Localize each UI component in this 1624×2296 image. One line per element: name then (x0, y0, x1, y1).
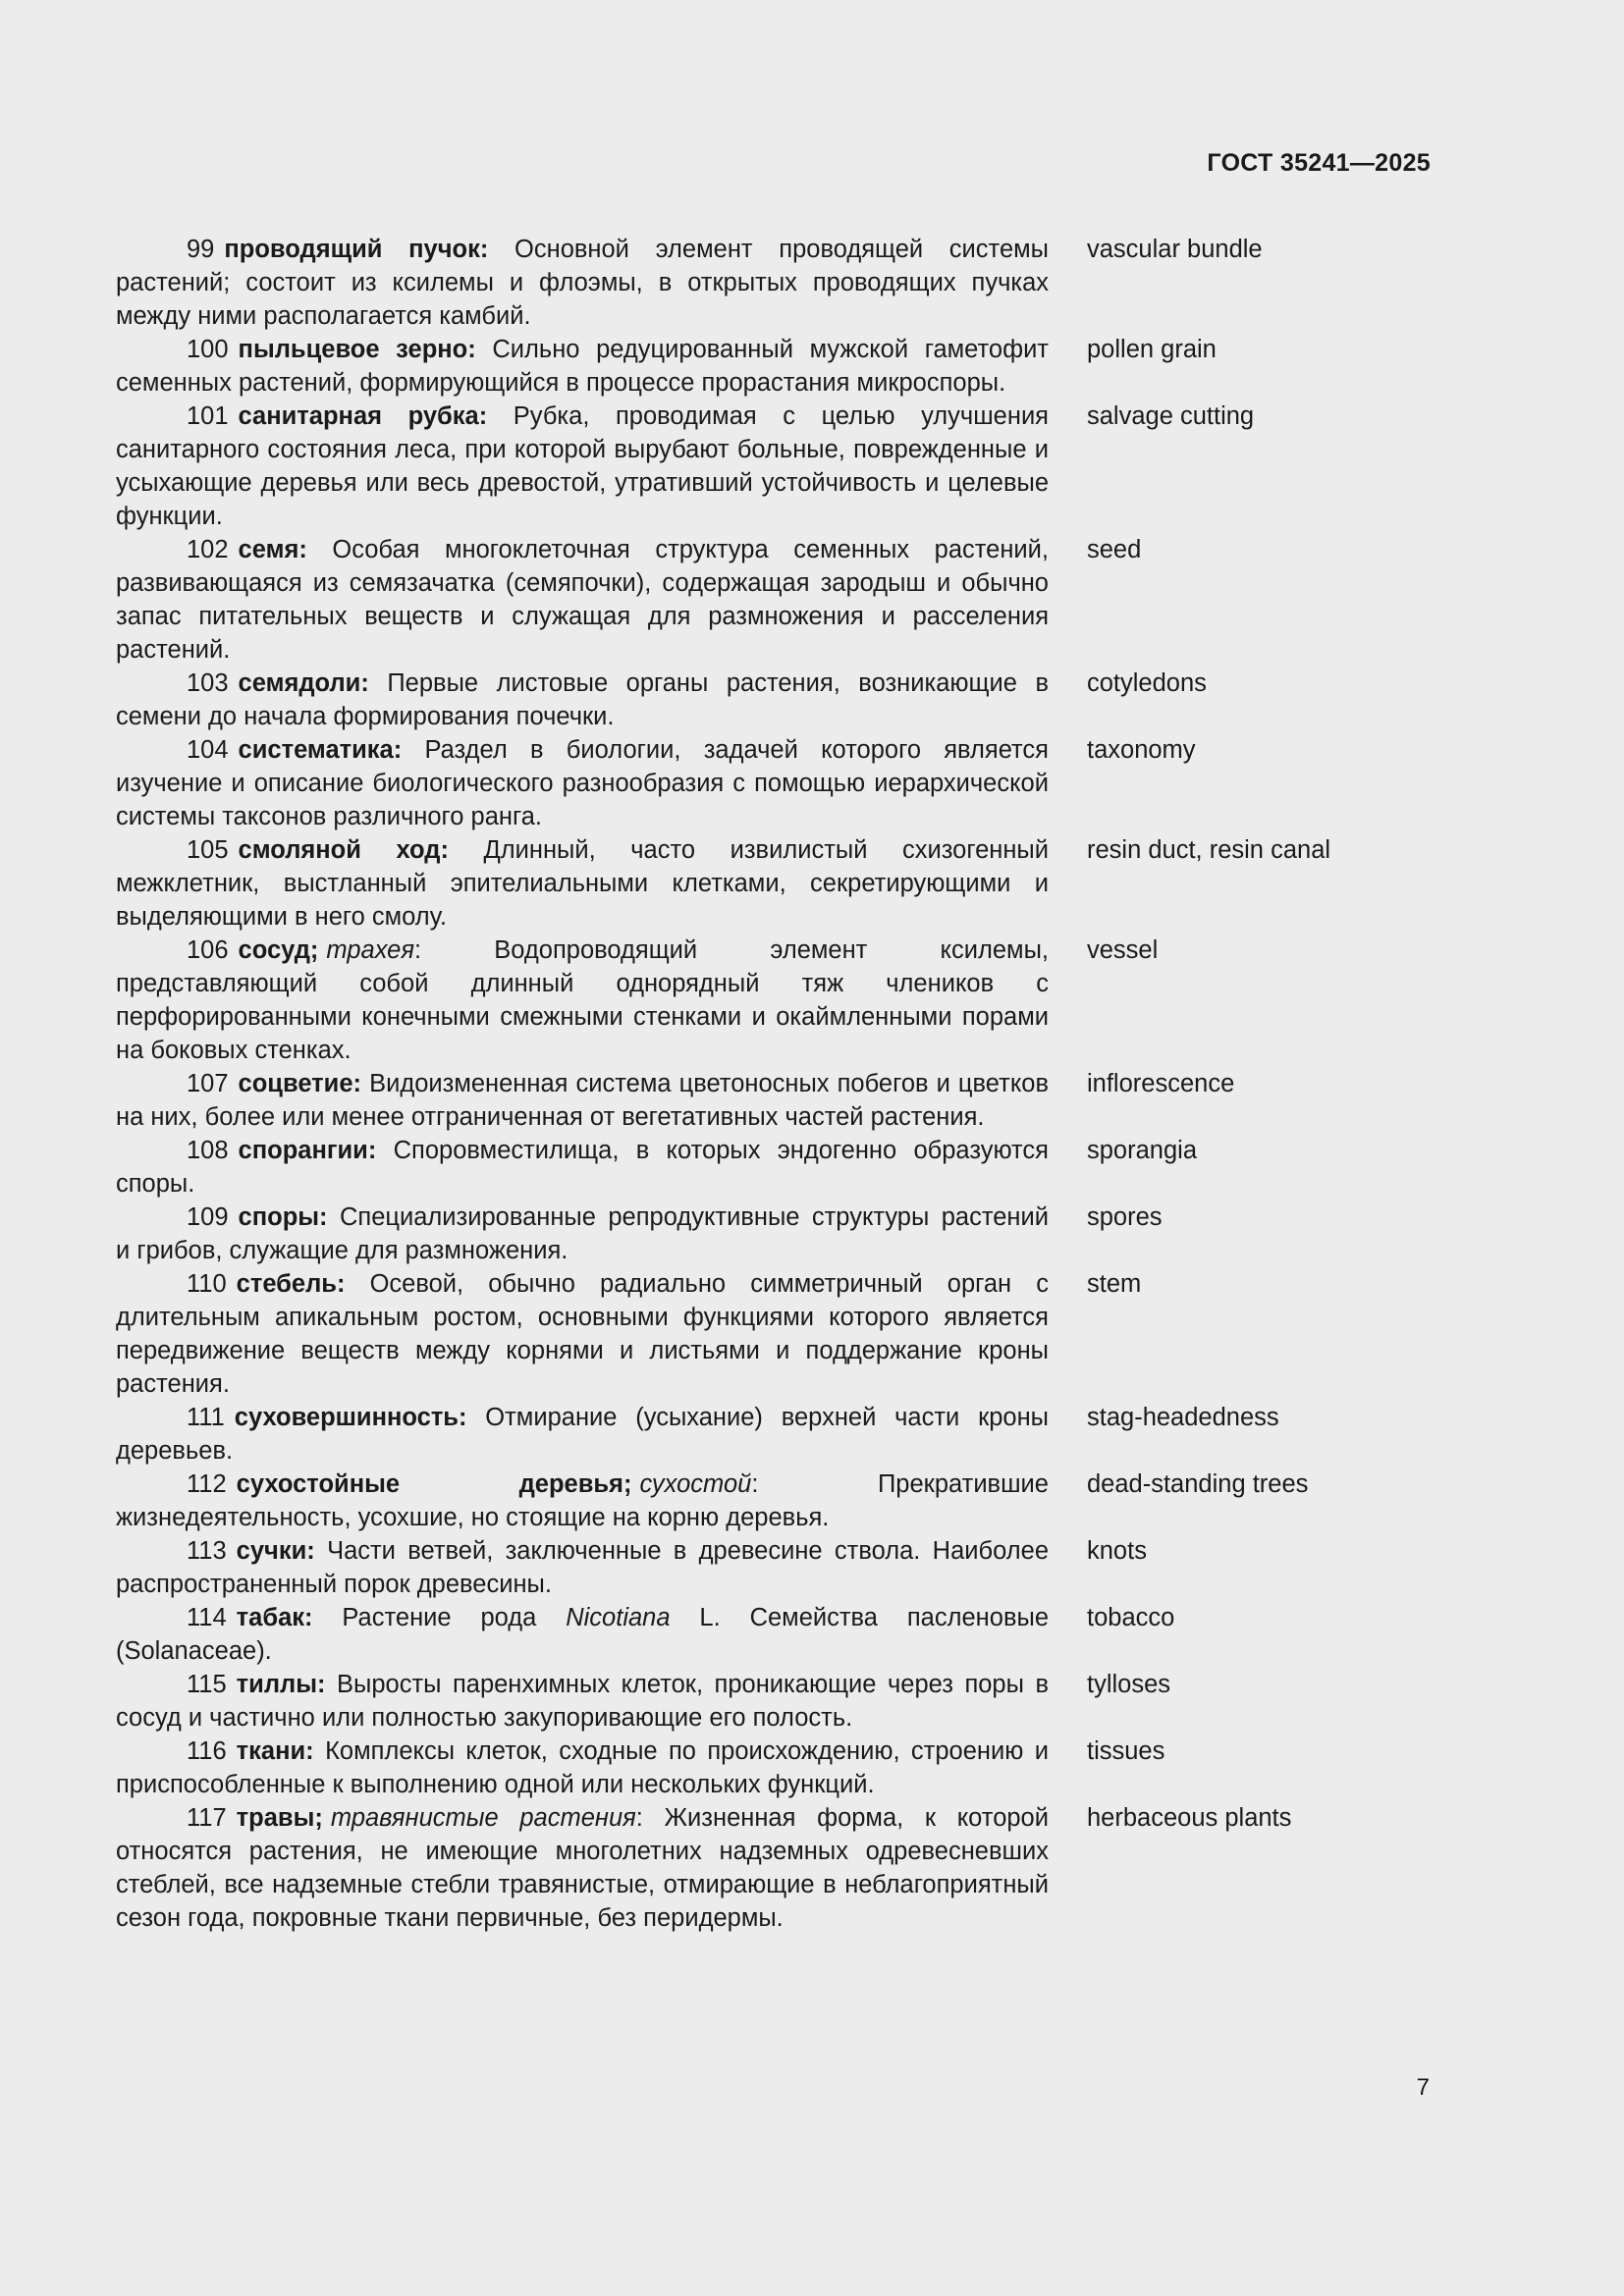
entry-number: 107 (187, 1070, 229, 1097)
glossary-entry (116, 833, 1392, 934)
entry-term: споры: (238, 1203, 328, 1231)
glossary-entry (116, 1401, 1392, 1468)
entry-definition: Части ветвей, заключенные в древесине ствола. Наиболее распространенный порок древесины. (116, 1537, 1049, 1598)
entry-en-term: seed (1087, 536, 1142, 563)
entry-term: пыльцевое зерно: (238, 336, 476, 363)
latin-genus-name: Nicotiana (566, 1604, 671, 1631)
entry-alt-term: сухостой (639, 1470, 752, 1498)
glossary-entry (116, 1735, 1392, 1801)
entry-en-term: inflorescence (1087, 1070, 1235, 1097)
entry-number: 115 (187, 1671, 227, 1698)
entry-term: смоляной ход: (238, 836, 449, 864)
entry-ru-text (116, 1801, 1049, 1935)
entry-number: 105 (187, 836, 229, 864)
entry-en-term: herbaceous plants (1087, 1804, 1292, 1832)
entry-en-term: resin duct, resin canal (1087, 836, 1331, 864)
entry-number: 102 (187, 536, 229, 563)
entry-en-term: vessel (1087, 936, 1159, 964)
entry-number: 116 (187, 1737, 227, 1765)
glossary-entry (116, 1534, 1392, 1601)
entry-en-term: knots (1087, 1537, 1147, 1565)
glossary-entry (116, 1134, 1392, 1201)
entry-number: 114 (187, 1604, 227, 1631)
entry-en-term: salvage cutting (1087, 402, 1255, 430)
entry-definition: Рубка, проводимая с целью улучшения санитарного состояния леса, при которой вырубают больные, поврежденные и усыхающие деревья или весь древостой, утративший устойчивость и целевые функции. (116, 402, 1049, 530)
entry-number: 109 (187, 1203, 229, 1231)
entry-definition: Специализированные репродуктивные структуры растений и грибов, служащие для размножения. (116, 1203, 1049, 1264)
entry-definition: Комплексы клеток, сходные по происхождению, строению и приспособленные к выполнению одной или нескольких функций. (116, 1737, 1049, 1798)
entry-en-term: spores (1087, 1203, 1163, 1231)
entry-separator: : (413, 936, 422, 964)
entry-ru-text (116, 1401, 1049, 1468)
entry-number: 101 (187, 402, 229, 430)
entry-ru-text (116, 733, 1049, 833)
entry-ru-text (116, 1201, 1049, 1267)
entry-definition: Первые листовые органы растения, возникающие в семени до начала формирования почечки. (116, 669, 1049, 730)
entry-en-term: sporangia (1087, 1137, 1197, 1164)
entry-ru-text (116, 533, 1049, 667)
entry-term: тиллы: (236, 1671, 326, 1698)
entry-number: 99 (187, 236, 215, 263)
entry-definition: Споровместилища, в которых эндогенно образуются споры. (116, 1137, 1049, 1198)
entry-ru-text (116, 1067, 1049, 1134)
entry-definition: Выросты паренхимных клеток, проникающие через поры в сосуд и частично или полностью закупоривающие его полость. (116, 1671, 1049, 1732)
entry-ru-text (116, 400, 1049, 533)
entry-number: 103 (187, 669, 229, 697)
glossary-entry (116, 667, 1392, 733)
glossary-entry (116, 1267, 1392, 1401)
entry-en-term: tylloses (1087, 1671, 1171, 1698)
glossary-entry (116, 533, 1392, 667)
entry-term: санитарная рубка: (238, 402, 488, 430)
entry-number: 117 (187, 1804, 227, 1832)
entry-number: 108 (187, 1137, 229, 1164)
entry-term: суховершинность: (234, 1404, 467, 1431)
glossary-entry (116, 934, 1392, 1067)
entry-term: травы; (236, 1804, 323, 1832)
entry-ru-text (116, 1735, 1049, 1801)
entry-alt-term: трахея (326, 936, 414, 964)
glossary-entry (116, 333, 1392, 400)
glossary-entry (116, 1468, 1392, 1534)
entry-term: стебель: (236, 1270, 346, 1298)
entry-ru-text (116, 833, 1049, 934)
entry-number: 110 (187, 1270, 227, 1298)
entry-term: ткани: (236, 1737, 314, 1765)
entry-number: 106 (187, 936, 229, 964)
glossary-entry (116, 1668, 1392, 1735)
entry-term: сучки: (236, 1537, 315, 1565)
entry-ru-text (116, 1601, 1049, 1668)
entry-definition: Видоизмененная система цветоносных побегов и цветков на них, более или менее отграниченная от вегетативных частей растения. (116, 1070, 1049, 1131)
entry-definition: Прекратившие жизнедеятельность, усохшие, но стоящие на корню деревья. (116, 1470, 1049, 1531)
entry-definition: Раздел в биологии, задачей которого является изучение и описание биологического разнообразия с помощью иерархической системы таксонов различного ранга. (116, 736, 1049, 830)
entry-separator: : (751, 1470, 759, 1498)
glossary-entry (116, 1201, 1392, 1267)
entry-en-term: pollen grain (1087, 336, 1217, 363)
entry-definition: Особая многоклеточная структура семенных растений, развивающаяся из семязачатка (семяпочки), содержащая зародыш и обычно запас питательных веществ и служащая для размножения и расселения растений. (116, 536, 1049, 664)
entry-term: семя: (238, 536, 307, 563)
glossary-entry (116, 1067, 1392, 1134)
glossary-entry (116, 1801, 1392, 1935)
entry-term: спорангии: (238, 1137, 377, 1164)
entry-ru-text (116, 934, 1049, 1067)
page-number: 7 (1416, 2074, 1430, 2101)
entry-term: сосуд; (238, 936, 319, 964)
entry-ru-text (116, 1534, 1049, 1601)
entry-number: 113 (187, 1537, 227, 1565)
entry-en-term: tissues (1087, 1737, 1165, 1765)
page-header-standard: ГОСТ 35241—2025 (1207, 149, 1431, 177)
entry-en-term: taxonomy (1087, 736, 1196, 764)
entry-term: табак: (236, 1604, 313, 1631)
entry-term: проводящий пучок: (224, 236, 489, 263)
entry-term: семядоли: (238, 669, 369, 697)
entry-en-term: tobacco (1087, 1604, 1175, 1631)
entry-number: 100 (187, 336, 229, 363)
entry-definition: Основной элемент проводящей системы растений; состоит из ксилемы и флоэмы, в открытых проводящих пучках между ними располагается камбий. (116, 236, 1049, 330)
entry-term: систематика: (238, 736, 403, 764)
entry-alt-term: травянистые растения (330, 1804, 636, 1832)
entry-definition: Длинный, часто извилистый схизогенный межклетник, выстланный эпителиальными клетками, секретирующими и выделяющими в него смолу. (116, 836, 1049, 931)
glossary-entry (116, 400, 1392, 533)
entry-number: 111 (187, 1404, 225, 1431)
entry-en-term: dead-standing trees (1087, 1470, 1309, 1498)
entry-ru-text (116, 1267, 1049, 1401)
glossary-entry (116, 1601, 1392, 1668)
glossary-entry (116, 233, 1392, 333)
entry-ru-text (116, 667, 1049, 733)
entry-en-term: stem (1087, 1270, 1142, 1298)
entry-term: соцветие: (238, 1070, 362, 1097)
entry-ru-text (116, 1134, 1049, 1201)
entry-definition: Сильно редуцированный мужской гаметофит семенных растений, формирующийся в процессе прорастания микроспоры. (116, 336, 1049, 397)
entry-number: 104 (187, 736, 229, 764)
glossary-entries (116, 233, 1392, 1935)
entry-separator: : (635, 1804, 643, 1832)
entry-number: 112 (187, 1470, 227, 1498)
entry-definition: Отмирание (усыхание) верхней части кроны деревьев. (116, 1404, 1049, 1465)
entry-ru-text (116, 1668, 1049, 1735)
entry-definition: Жизненная форма, к которой относятся растения, не имеющие многолетних надземных одревесневших стеблей, все надземные стебли травянистые, отмирающие в неблагоприятный сезон года, покровные ткани первичные, без перидермы. (116, 1804, 1049, 1932)
entry-ru-text (116, 1468, 1049, 1534)
entry-en-term: cotyledons (1087, 669, 1207, 697)
entry-definition: Растение рода Nicotiana L. Семейства пасленовые (Solanaceae). (116, 1604, 1049, 1665)
entry-ru-text (116, 333, 1049, 400)
entry-definition: Осевой, обычно радиально симметричный орган с длительным апикальным ростом, основными функциями которого является передвижение веществ между корнями и листьями и поддержание кроны растения. (116, 1270, 1049, 1398)
entry-term: сухостойные деревья; (236, 1470, 632, 1498)
entry-en-term: vascular bundle (1087, 236, 1263, 263)
entry-en-term: stag-headedness (1087, 1404, 1279, 1431)
entry-ru-text (116, 233, 1049, 333)
entry-definition: Водопроводящий элемент ксилемы, представляющий собой длинный однорядный тяж члеников с перфорированными конечными смежными стенками и окаймленными порами на боковых стенках. (116, 936, 1049, 1064)
glossary-entry (116, 733, 1392, 833)
